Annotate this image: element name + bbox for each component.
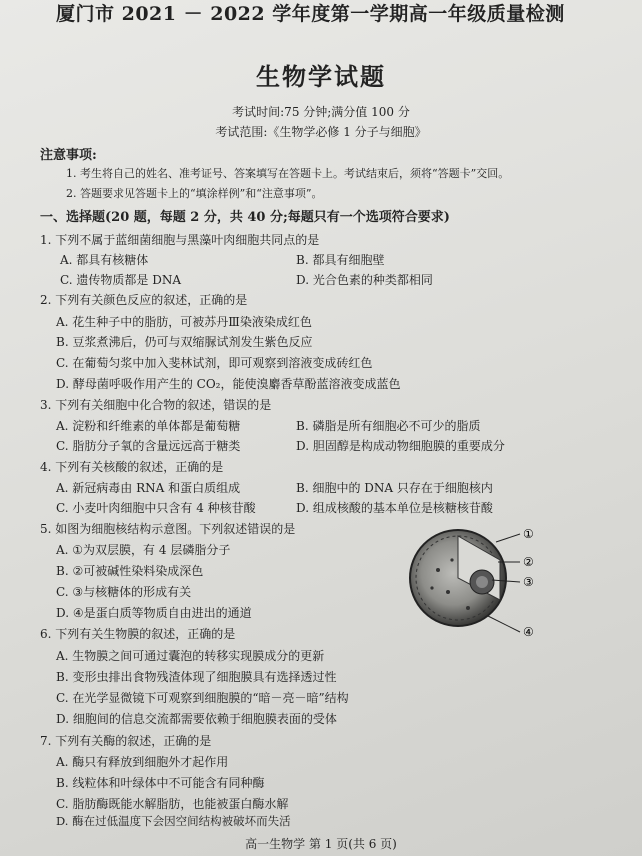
label-line-1 (496, 534, 520, 542)
option-b: B. 豆浆煮沸后，仍可与双缩脲试剂发生紫色反应 (56, 335, 313, 349)
chromatin-dot (436, 568, 440, 572)
figure-label-4: ④ (523, 625, 534, 639)
option-b: B. 线粒体和叶绿体中不可能含有同种酶 (56, 776, 265, 790)
section-title: 一、选择题(20 题，每题 2 分，共 40 分;每题只有一个选项符合要求) (40, 210, 450, 225)
nucleus-diagram (408, 520, 540, 640)
question-stem: 5. 如图为细胞核结构示意图。下列叙述错误的是 (40, 522, 296, 536)
option-b: B. 细胞中的 DNA 只存在于细胞核内 (296, 481, 493, 495)
chromatin-dot (446, 590, 450, 594)
chromatin-dot (450, 558, 453, 561)
figure-label-3: ③ (523, 575, 534, 589)
option-d: D. 酶在过低温度下会因空间结构被破坏而失活 (56, 814, 291, 828)
option-c: C. 小麦叶肉细胞中只含有 4 种核苷酸 (56, 501, 256, 515)
option-a: A. 都具有核糖体 (60, 253, 149, 267)
exam-scope: 考试范围:《生物学必修 1 分子与细胞》 (215, 125, 427, 139)
option-b: B. ②可被碱性染料染成深色 (56, 564, 204, 578)
figure-label-1: ① (523, 527, 534, 541)
option-a: A. 生物膜之间可通过囊泡的转移实现膜成分的更新 (56, 649, 325, 663)
option-a: A. ①为双层膜，有 4 层磷脂分子 (56, 543, 231, 557)
label-line-4 (488, 616, 520, 632)
option-c: C. 在葡萄匀浆中加入斐林试剂，即可观察到溶液变成砖红色 (56, 356, 373, 370)
question-stem: 7. 下列有关酶的叙述，正确的是 (40, 734, 212, 748)
exam-time: 考试时间:75 分钟;满分值 100 分 (232, 105, 410, 119)
option-b: B. 磷脂是所有细胞必不可少的脂质 (296, 419, 481, 433)
option-c: C. 在光学显微镜下可观察到细胞膜的“暗－亮－暗”结构 (56, 691, 349, 705)
notice-item: 1. 考生将自己的姓名、准考证号、答案填写在答题卡上。考试结束后，须将“答题卡”交回。 (66, 167, 510, 180)
notice-title: 注意事项: (40, 148, 97, 163)
question-stem: 3. 下列有关细胞中化合物的叙述，错误的是 (40, 398, 272, 412)
chromatin-dot (430, 586, 433, 589)
nucleolus-core (476, 576, 488, 588)
option-d: D. 光合色素的种类都相同 (296, 273, 433, 287)
page-footer: 高一生物学 第 1 页(共 6 页) (245, 837, 397, 851)
question-stem: 6. 下列有关生物膜的叙述，正确的是 (40, 627, 236, 641)
exam-header: 厦门市 2021 － 2022 学年度第一学期高一年级质量检测 (56, 3, 565, 25)
option-c: C. 遗传物质都是 DNA (60, 273, 181, 287)
option-a: A. 花生种子中的脂肪，可被苏丹Ⅲ染液染成红色 (56, 315, 312, 329)
option-b: B. 变形虫排出食物残渣体现了细胞膜具有选择透过性 (56, 670, 337, 684)
option-d: D. ④是蛋白质等物质自由进出的通道 (56, 606, 252, 620)
notice-item: 2. 答题要求见答题卡上的“填涂样例”和“注意事项”。 (66, 187, 323, 200)
question-stem: 1. 下列不属于蓝细菌细胞与黑藻叶肉细胞共同点的是 (40, 233, 320, 247)
option-d: D. 细胞间的信息交流都需要依赖于细胞膜表面的受体 (56, 712, 337, 726)
figure-label-2: ② (523, 555, 534, 569)
option-c: C. 脂肪酶既能水解脂肪，也能被蛋白酶水解 (56, 797, 289, 811)
option-d: D. 胆固醇是构成动物细胞膜的重要成分 (296, 439, 505, 453)
option-a: A. 酶只有释放到细胞外才起作用 (56, 755, 229, 769)
option-a: A. 淀粉和纤维素的单体都是葡萄糖 (56, 419, 241, 433)
question-stem: 4. 下列有关核酸的叙述，正确的是 (40, 460, 224, 474)
exam-title: 生物学试题 (256, 62, 386, 91)
option-d: D. 酵母菌呼吸作用产生的 CO₂，能使溴麝香草酚蓝溶液变成蓝色 (56, 377, 401, 391)
chromatin-dot (466, 606, 470, 610)
option-c: C. ③与核糖体的形成有关 (56, 585, 192, 599)
option-b: B. 都具有细胞壁 (296, 253, 385, 267)
option-d: D. 组成核酸的基本单位是核糖核苷酸 (296, 501, 493, 515)
option-c: C. 脂肪分子氧的含量远远高于糖类 (56, 439, 241, 453)
option-a: A. 新冠病毒由 RNA 和蛋白质组成 (56, 481, 241, 495)
question-stem: 2. 下列有关颜色反应的叙述，正确的是 (40, 293, 248, 307)
